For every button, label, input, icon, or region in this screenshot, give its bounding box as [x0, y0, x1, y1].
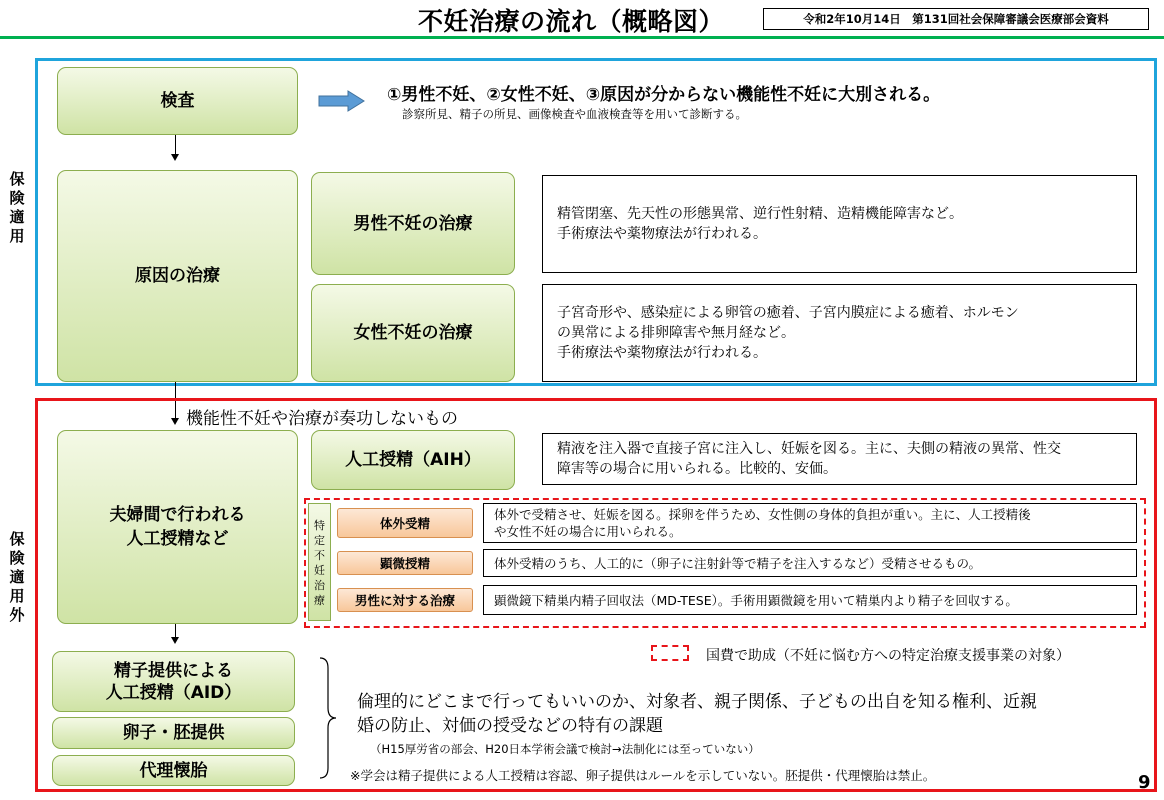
footnote: ※学会は精子提供による人工授精は容認、卵子提供はルールを示していない。胚提供・代理懐胎は禁止。: [350, 768, 936, 783]
ivf-label: 体外受精: [379, 516, 430, 531]
desc-line: 障害等の場合に用いられる。比較的、安価。: [557, 461, 837, 477]
female-treatment-label: 女性不妊の治療: [353, 323, 473, 343]
exam-box: [57, 67, 298, 135]
ivf-desc: [483, 503, 1137, 543]
male-procedure-box: [337, 588, 473, 612]
legend-dashed-swatch: [651, 645, 689, 661]
aid-label-line: 精子提供による: [114, 660, 233, 681]
desc-line: 子宮奇形や、感染症による卵管の癒着、子宮内膜症による癒着、ホルモン: [557, 305, 1019, 321]
egg-embryo-box: [52, 717, 295, 749]
legend-text: 国費で助成（不妊に悩む方への特定治療支援事業の対象）: [706, 648, 1070, 664]
desc-line: や女性不妊の場合に用いられる。: [494, 524, 682, 539]
desc-line: 手術療法や薬物療法が行われる。: [557, 226, 767, 242]
right-arrow-icon: [318, 90, 366, 112]
insured-label: 保険適用: [9, 170, 25, 245]
cause-label: 原因の治療: [135, 266, 220, 286]
aih-box: [311, 430, 515, 490]
down-arrow-icon: [171, 154, 179, 161]
page-title: 不妊治療の流れ（概略図）: [418, 7, 725, 36]
male-treatment-desc: [542, 175, 1137, 273]
icsi-label: 顕微授精: [379, 556, 430, 571]
exam-note: 診察所見、精子の所見、画像検査や血液検査等を用いて診断する。: [402, 107, 747, 121]
couple-label-line: 人工授精など: [126, 529, 229, 549]
desc-line: 精液を注入器で直接子宮に注入し、妊娠を図る。主に、夫側の精液の異常、性交: [557, 441, 1061, 457]
right-brace-icon: [316, 656, 340, 780]
egg-embryo-label: 卵子・胚提供: [122, 723, 225, 743]
page-number: 9: [1138, 772, 1151, 793]
icsi-box: [337, 551, 473, 575]
header-divider: [0, 36, 1164, 39]
ethical-issues-text: [357, 690, 1147, 738]
couple-insemination-box: [57, 430, 298, 624]
female-treatment-box: [311, 284, 515, 382]
issue-line: 婚の防止、対価の授受などの特有の課題: [357, 716, 663, 736]
aid-box: [52, 651, 295, 712]
male-treatment-box: [311, 172, 515, 275]
connector-line: [175, 624, 176, 638]
desc-line: 精管閉塞、先天性の形態異常、逆行性射精、造精機能障害など。: [557, 206, 963, 222]
issue-note: （H15厚労省の部会、H20日本学術会議で検討→法制化には至っていない）: [370, 742, 760, 756]
aih-label: 人工授精（AIH）: [345, 450, 481, 470]
transition-text: 機能性不妊や治療が奏功しないもの: [186, 409, 458, 429]
male-procedure-desc: [483, 585, 1137, 615]
desc-line: 顕微鏡下精巣内精子回収法（MD-TESE）。手術用顕微鏡を用いて精巣内より精子を回収する。: [494, 592, 1018, 608]
uninsured-label: 保険適用外: [9, 530, 25, 624]
surrogacy-box: [52, 755, 295, 786]
aih-desc: [542, 433, 1137, 485]
desc-line: 体外で受精させ、妊娠を図る。採卵を伴うため、女性側の身体的負担が重い。主に、人工授精後: [494, 507, 1031, 522]
male-treatment-label: 男性不妊の治療: [353, 213, 473, 234]
male-procedure-label: 男性に対する治療: [354, 593, 455, 608]
specific-treatment-label: 特定不妊治療: [308, 503, 331, 621]
couple-label-line: 夫婦間で行われる: [109, 505, 246, 525]
issue-line: 倫理的にどこまで行ってもいいのか、対象者、親子関係、子どもの出自を知る権利、近親: [357, 692, 1037, 712]
down-arrow-icon: [171, 637, 179, 644]
desc-line: 手術療法や薬物療法が行われる。: [557, 345, 767, 361]
exam-label: 検査: [160, 91, 195, 111]
female-treatment-desc: [542, 284, 1137, 382]
icsi-desc: [483, 549, 1137, 577]
desc-line: 体外受精のうち、人工的に（卵子に注射針等で精子を注入するなど）受精させるもの。: [494, 555, 982, 571]
surrogacy-label: 代理懐胎: [139, 760, 208, 781]
ivf-box: [337, 508, 473, 538]
aid-label-line: 人工授精（AID）: [105, 682, 242, 703]
cause-treatment-box: [57, 170, 298, 382]
desc-line: の異常による排卵障害や無月経など。: [557, 325, 795, 341]
exam-headline: ①男性不妊、②女性不妊、③原因が分からない機能性不妊に大別される。: [387, 85, 941, 105]
source-note: 令和2年10月14日 第131回社会保障審議会医療部会資料: [763, 8, 1149, 30]
connector-line: [175, 135, 176, 155]
